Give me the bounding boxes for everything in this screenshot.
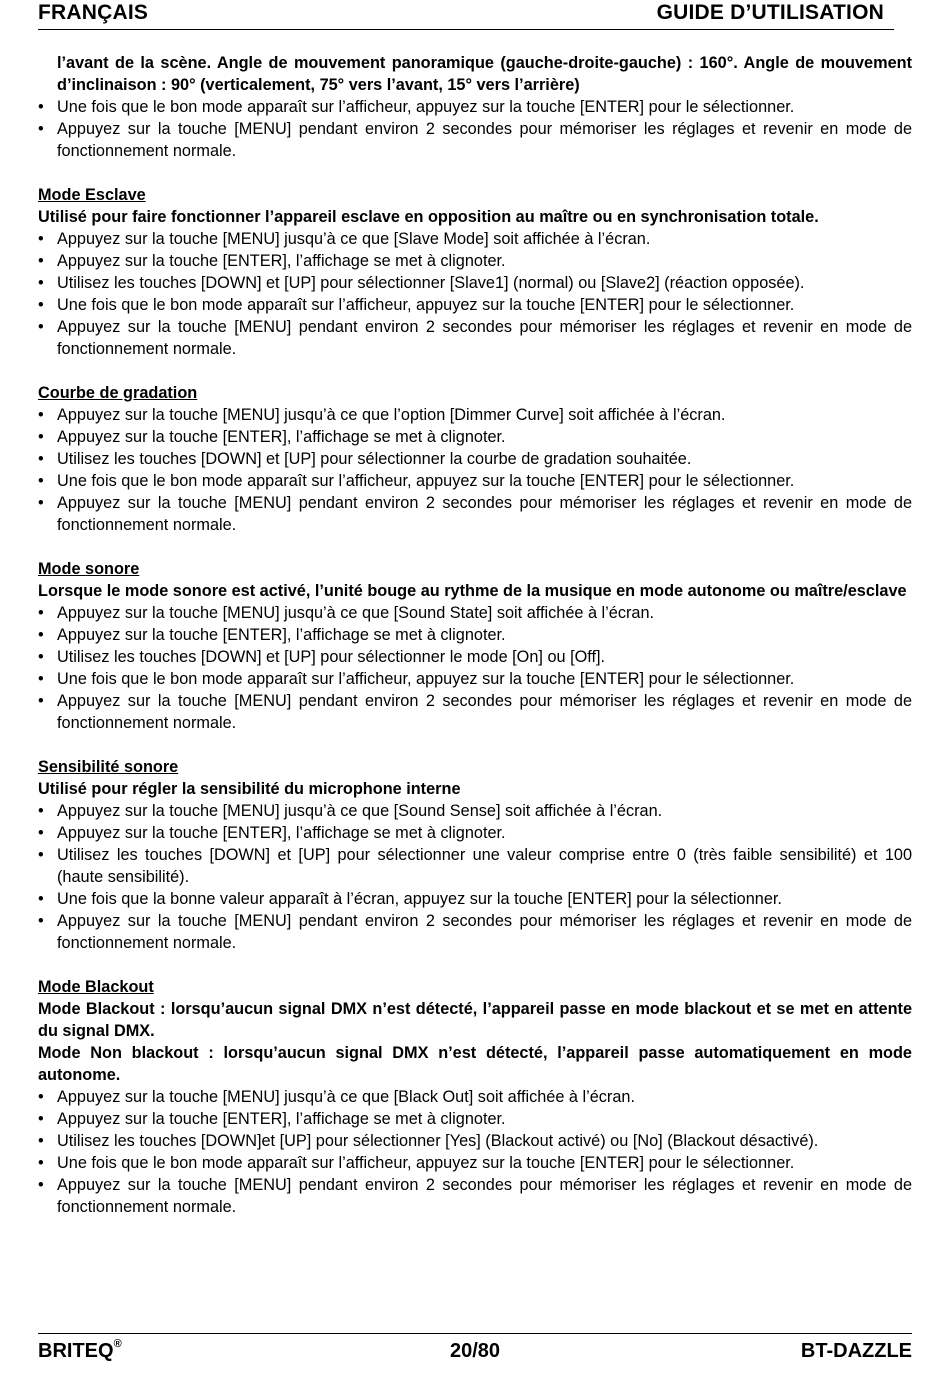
bullet-glyph: • <box>38 1176 44 1194</box>
section-description: Mode Blackout : lorsqu’aucun signal DMX n’est détecté, l’appareil passe en mode blackout et se met en attente du signal DMX. <box>38 1000 912 1040</box>
section-title: Mode Esclave <box>38 186 146 204</box>
list-item-text: Appuyez sur la touche [MENU] pendant environ 2 secondes pour mémoriser les réglages et revenir en mode de fonctionnement normale. <box>57 318 912 358</box>
header-language: FRANÇAIS <box>38 1 149 24</box>
section-list <box>38 404 912 536</box>
list-item-text: Appuyez sur la touche [MENU] pendant environ 2 secondes pour mémoriser les réglages et revenir en mode de fonctionnement normale. <box>57 912 912 952</box>
bullet-glyph: • <box>38 318 44 336</box>
list-item <box>38 492 912 536</box>
bullet-glyph: • <box>38 252 44 270</box>
list-item-text: Appuyez sur la touche [MENU] jusqu’à ce que [Sound State] soit affichée à l’écran. <box>57 604 655 622</box>
list-item-text: Appuyez sur la touche [ENTER], l’affichage se met à clignoter. <box>57 252 506 270</box>
section-title: Courbe de gradation <box>38 384 198 402</box>
section-list <box>38 228 912 360</box>
intro-text: l’avant de la scène. Angle de mouvement panoramique (gauche-droite-gauche) : 160°. Angle de mouvement d’inclinaison : 90° (verticalement, 75° vers l’avant, 15° vers l’arrière) <box>57 54 912 94</box>
list-item-text: Utilisez les touches [DOWN] et [UP] pour sélectionner le mode [On] ou [Off]. <box>57 648 606 666</box>
bullet-glyph: • <box>38 648 44 666</box>
bullet-glyph: • <box>38 1088 44 1106</box>
list-item <box>38 844 912 888</box>
list-item <box>38 404 912 426</box>
list-item-text: Appuyez sur la touche [MENU] jusqu’à ce que [Slave Mode] soit affichée à l’écran. <box>57 230 651 248</box>
list-item <box>38 822 912 844</box>
sections-container <box>38 184 912 1218</box>
section-list <box>38 602 912 734</box>
bullet-glyph: • <box>38 824 44 842</box>
footer-model: BT-DAZZLE <box>800 1340 912 1362</box>
page-footer <box>38 1333 912 1374</box>
page-number: 20/80 <box>449 1340 501 1362</box>
list-item <box>38 668 912 690</box>
list-item <box>38 1152 912 1174</box>
registered-mark: ® <box>113 1338 122 1350</box>
list-item-text: Une fois que le bon mode apparaît sur l’afficheur, appuyez sur la touche [ENTER] pour le sélectionner. <box>57 296 795 314</box>
list-item <box>38 294 912 316</box>
section <box>38 184 912 360</box>
list-item-text: Appuyez sur la touche [MENU] pendant environ 2 secondes pour mémoriser les réglages et revenir en mode de fonctionnement normale. <box>57 494 912 534</box>
bullet-glyph: • <box>38 406 44 424</box>
section-list <box>38 800 912 954</box>
list-item-text: Appuyez sur la touche [MENU] jusqu’à ce que l’option [Dimmer Curve] soit affichée à l’écran. <box>57 406 726 424</box>
list-item <box>38 1086 912 1108</box>
section-title: Mode Blackout <box>38 978 154 996</box>
bullet-glyph: • <box>38 230 44 248</box>
bullet-glyph: • <box>38 1110 44 1128</box>
section-description: Utilisé pour régler la sensibilité du microphone interne <box>38 780 461 798</box>
section <box>38 558 912 734</box>
list-item-text: Appuyez sur la touche [ENTER], l’affichage se met à clignoter. <box>57 824 506 842</box>
list-item <box>38 250 912 272</box>
bullet-glyph: • <box>38 120 44 138</box>
bullet-glyph: • <box>38 274 44 292</box>
list-item-text: Appuyez sur la touche [ENTER], l’affichage se met à clignoter. <box>57 428 506 446</box>
section <box>38 976 912 1218</box>
bullet-glyph: • <box>38 296 44 314</box>
bullet-glyph: • <box>38 450 44 468</box>
bullet-glyph: • <box>38 472 44 490</box>
list-item <box>38 448 912 470</box>
list-item <box>38 910 912 954</box>
list-item <box>38 624 912 646</box>
list-item <box>38 800 912 822</box>
header-title: GUIDE D’UTILISATION <box>656 1 884 24</box>
bullet-glyph: • <box>38 428 44 446</box>
list-item <box>38 426 912 448</box>
bullet-glyph: • <box>38 912 44 930</box>
section-description: Mode Non blackout : lorsqu’aucun signal DMX n’est détecté, l’appareil passe automatiquement en mode autonome. <box>38 1044 912 1084</box>
list-item <box>38 316 912 360</box>
bullet-glyph: • <box>38 1154 44 1172</box>
bullet-glyph: • <box>38 494 44 512</box>
list-item <box>38 1108 912 1130</box>
section-title: Sensibilité sonore <box>38 758 179 776</box>
bullet-glyph: • <box>38 670 44 688</box>
list-item-text: Utilisez les touches [DOWN] et [UP] pour sélectionner une valeur comprise entre 0 (très faible sensibilité) et 100 (haute sensibilité). <box>57 846 912 886</box>
list-item-text: Utilisez les touches [DOWN] et [UP] pour sélectionner [Slave1] (normal) ou [Slave2] (réaction opposée). <box>57 274 805 292</box>
list-item-text: Appuyez sur la touche [ENTER], l’affichage se met à clignoter. <box>57 1110 506 1128</box>
list-item-text: Une fois que la bonne valeur apparaît à l’écran, appuyez sur la touche [ENTER] pour la sélectionner. <box>57 890 782 908</box>
list-item <box>38 1130 912 1152</box>
list-item-text: Une fois que le bon mode apparaît sur l’afficheur, appuyez sur la touche [ENTER] pour le sélectionner. <box>57 1154 795 1172</box>
list-item <box>38 118 912 162</box>
list-item-text: Appuyez sur la touche [MENU] pendant environ 2 secondes pour mémoriser les réglages et revenir en mode de fonctionnement normale. <box>57 692 912 732</box>
page-content <box>38 52 912 1218</box>
bullet-glyph: • <box>38 802 44 820</box>
list-item-text: Utilisez les touches [DOWN]et [UP] pour sélectionner [Yes] (Blackout activé) ou [No] (Blackout désactivé). <box>57 1132 819 1150</box>
list-item-text: Une fois que le bon mode apparaît sur l’afficheur, appuyez sur la touche [ENTER] pour le sélectionner. <box>57 98 795 116</box>
list-item <box>38 470 912 492</box>
list-item-text: Une fois que le bon mode apparaît sur l’afficheur, appuyez sur la touche [ENTER] pour le sélectionner. <box>57 472 795 490</box>
list-item <box>38 602 912 624</box>
section <box>38 382 912 536</box>
list-item-text: Appuyez sur la touche [ENTER], l’affichage se met à clignoter. <box>57 626 506 644</box>
list-item-text: Appuyez sur la touche [MENU] pendant environ 2 secondes pour mémoriser les réglages et revenir en mode de fonctionnement normale. <box>57 1176 912 1216</box>
list-item-text: Une fois que le bon mode apparaît sur l’afficheur, appuyez sur la touche [ENTER] pour le sélectionner. <box>57 670 795 688</box>
list-item-text: Utilisez les touches [DOWN] et [UP] pour sélectionner la courbe de gradation souhaitée. <box>57 450 692 468</box>
section-description: Utilisé pour faire fonctionner l’appareil esclave en opposition au maître ou en synchronisation totale. <box>38 208 819 226</box>
list-item <box>38 690 912 734</box>
list-item-text: Appuyez sur la touche [MENU] jusqu’à ce que [Sound Sense] soit affichée à l’écran. <box>57 802 663 820</box>
list-item <box>38 228 912 250</box>
list-item <box>38 888 912 910</box>
list-item <box>38 96 912 118</box>
intro-list <box>38 96 912 162</box>
bullet-glyph: • <box>38 98 44 116</box>
list-item-text: Appuyez sur la touche [MENU] pendant environ 2 secondes pour mémoriser les réglages et revenir en mode de fonctionnement normale. <box>57 120 912 160</box>
list-item-text: Appuyez sur la touche [MENU] jusqu’à ce que [Black Out] soit affichée à l’écran. <box>57 1088 635 1106</box>
list-item <box>38 646 912 668</box>
section-list <box>38 1086 912 1218</box>
bullet-glyph: • <box>38 626 44 644</box>
bullet-glyph: • <box>38 604 44 622</box>
section-description: Lorsque le mode sonore est activé, l’unité bouge au rythme de la musique en mode autonome ou maître/esclave <box>38 582 907 600</box>
list-item <box>38 272 912 294</box>
list-item <box>38 1174 912 1218</box>
page-header <box>38 0 894 30</box>
bullet-glyph: • <box>38 890 44 908</box>
brand-name: BRITEQ <box>38 1340 114 1362</box>
bullet-glyph: • <box>38 1132 44 1150</box>
section-title: Mode sonore <box>38 560 140 578</box>
bullet-glyph: • <box>38 692 44 710</box>
bullet-glyph: • <box>38 846 44 864</box>
section <box>38 756 912 954</box>
